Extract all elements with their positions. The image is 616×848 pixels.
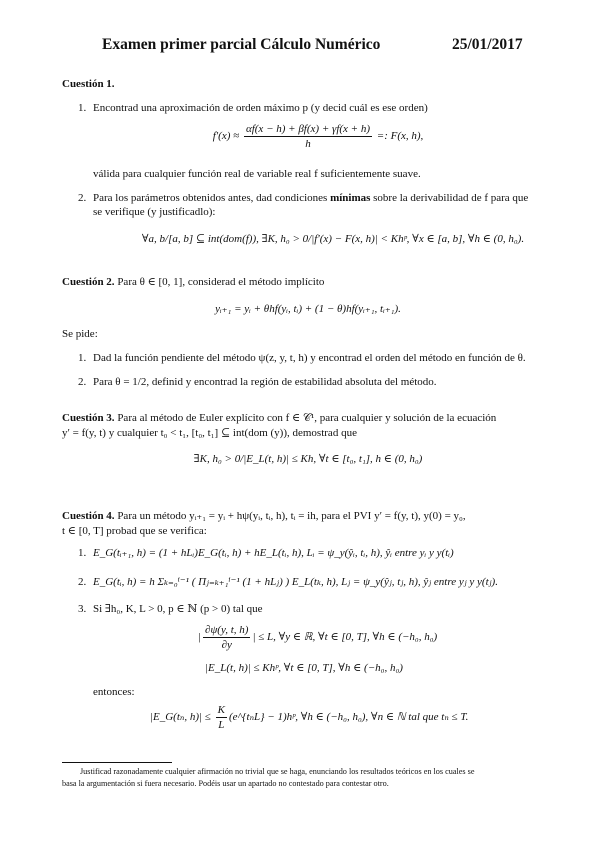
footnote-line1: Justificad razonadamente cualquier afirmación no trivial que se haga, enunciando los resultados teóricos en los cuales se: [80, 767, 475, 776]
q3-heading: Cuestión 3.: [62, 412, 115, 424]
q1-eq-denominator: h: [305, 138, 311, 150]
q1-item2-line1: [93, 192, 528, 205]
q3-line1-text: Para al método de Euler explícito con f ∈ 𝒞¹, para cualquier y solución de la ecuación: [117, 412, 497, 424]
q4-final-denominator: L: [218, 719, 225, 731]
q4-line2: t ∈ [0, T] probad que se verifica:: [62, 525, 207, 537]
q1-eq-lhs: f′(x) ≈: [212, 130, 240, 143]
q4-final-numerator: K: [217, 704, 225, 716]
q1-heading: Cuestión 1.: [62, 78, 115, 90]
q1-eq-rhs: =: F(x, h),: [376, 130, 424, 143]
q4-cond1-denominator: ∂y: [221, 639, 232, 651]
q4-final-fraction: [216, 704, 227, 731]
q4-item1-number: 1.: [78, 547, 87, 559]
exam-title: Examen primer parcial Cálculo Numérico: [102, 36, 381, 53]
q1-item2-equation: ∀a, b/[a, b] ⊆ int(dom(f)), ∃K, h₀ > 0/|f′(x) − F(x, h)| < Khᵖ, ∀x ∈ [a, b], ∀h ∈ (0, h₀).: [141, 233, 525, 245]
q1-item2-text-a: Para los parámetros obtenidos antes, dad condiciones: [93, 192, 328, 204]
q2-item1-number: 1.: [78, 352, 87, 364]
q4-item2-number: 2.: [78, 576, 87, 588]
q1-item2-text-b: sobre la derivabilidad de f para que: [373, 192, 529, 204]
q4-cond1-numerator: ∂ψ(y, t, h): [205, 624, 249, 636]
q4-item3-text: Si ∃h₀, K, L > 0, p ∈ ℕ (p > 0) tal que: [93, 603, 263, 615]
q4-cond1-fraction: [203, 624, 250, 651]
q2-intro: Para θ ∈ [0, 1], considerad el método implícito: [117, 276, 325, 288]
q4-item2-text: E_G(tᵢ, h) = h Σₖ₌₀ⁱ⁻¹ ( Πⱼ₌ₖ₊₁ⁱ⁻¹ (1 + hLⱼ) ) E_L(tₖ, h), Lⱼ = ψ_y(ŷⱼ, tⱼ, h), ŷⱼ entre yⱼ y y(tⱼ).: [93, 576, 498, 588]
q2-heading: Cuestión 2.: [62, 276, 115, 288]
q4-cond1-rhs: | ≤ L, ∀y ∈ ℝ, ∀t ∈ [0, T], ∀h ∈ (−h₀, h₀): [252, 631, 438, 644]
q4-entonces: entonces:: [93, 686, 135, 698]
q4-cond1-bar: |: [198, 631, 202, 644]
footnote-rule: [62, 762, 172, 763]
q4-final-equation: [150, 704, 468, 731]
q4-line1: [62, 510, 466, 523]
exam-date: 25/01/2017: [452, 36, 523, 53]
q2-se-pide: Se pide:: [62, 328, 98, 340]
q1-item2-number: 2.: [78, 192, 87, 204]
q4-item1-text: E_G(tᵢ₊₁, h) = (1 + hLᵢ)E_G(tᵢ, h) + hE_L(tᵢ, h), Lᵢ = ψ_y(ŷᵢ, tᵢ, h), ŷᵢ entre yᵢ y y(tᵢ): [93, 547, 454, 559]
q4-condition2: |E_L(t, h)| ≤ Khᵖ, ∀t ∈ [0, T], ∀h ∈ (−h₀, h₀): [205, 662, 403, 674]
q4-condition1: [198, 624, 437, 651]
q1-item1-text: Encontrad una aproximación de orden máximo p (y decid cuál es ese orden): [93, 102, 428, 114]
q2-item2-number: 2.: [78, 376, 87, 388]
q4-heading: Cuestión 4.: [62, 510, 115, 522]
q2-method-equation: yᵢ₊₁ = yᵢ + θhf(yᵢ, tᵢ) + (1 − θ)hf(yᵢ₊₁, tᵢ₊₁).: [215, 303, 401, 315]
q1-item2-bold: mínimas: [330, 192, 371, 204]
q1-approximation-equation: [93, 123, 543, 150]
q4-item3-number: 3.: [78, 603, 87, 615]
q2-item1-text: Dad la función pendiente del método ψ(z, y, t, h) y encontrad el orden del método en función de θ.: [93, 352, 526, 364]
q4-final-rhs: (e^{tₙL} − 1)hᵖ, ∀h ∈ (−h₀, h₀), ∀n ∈ ℕ tal que tₙ ≤ T.: [228, 711, 469, 724]
q3-equation: ∃K, h₀ > 0/|E_L(t, h)| ≤ Kh, ∀t ∈ [t₀, t₁], h ∈ (0, h₀): [193, 453, 423, 465]
q4-final-lhs: |E_G(tₙ, h)| ≤: [150, 711, 211, 724]
q4-line1-text: Para un método yᵢ₊₁ = yᵢ + hψ(yᵢ, tᵢ, h), tᵢ = ih, para el PVI y′ = f(y, t), y(0) = y₀,: [117, 510, 466, 522]
q1-item2-line2: se verifique (y justificadlo):: [93, 206, 216, 218]
q1-item1-number: 1.: [78, 102, 87, 114]
q3-line2: y′ = f(y, t) y cualquier t₀ < t₁, [t₀, t₁] ⊆ int(dom (y)), demostrad que: [62, 427, 357, 439]
q2-intro-line: [62, 276, 324, 289]
q2-item2-text: Para θ = 1/2, definid y encontrad la región de estabilidad absoluta del método.: [93, 376, 437, 388]
q3-line1: [62, 412, 496, 425]
q1-eq-numerator: αf(x − h) + βf(x) + γf(x + h): [245, 123, 371, 135]
q1-eq-fraction: [244, 123, 372, 150]
q1-item1-after: válida para cualquier función real de variable real f suficientemente suave.: [93, 168, 421, 180]
footnote-line2: basa la argumentación si fuera necesario. Podéis usar un apartado no contestado para contestar otro.: [62, 779, 389, 788]
